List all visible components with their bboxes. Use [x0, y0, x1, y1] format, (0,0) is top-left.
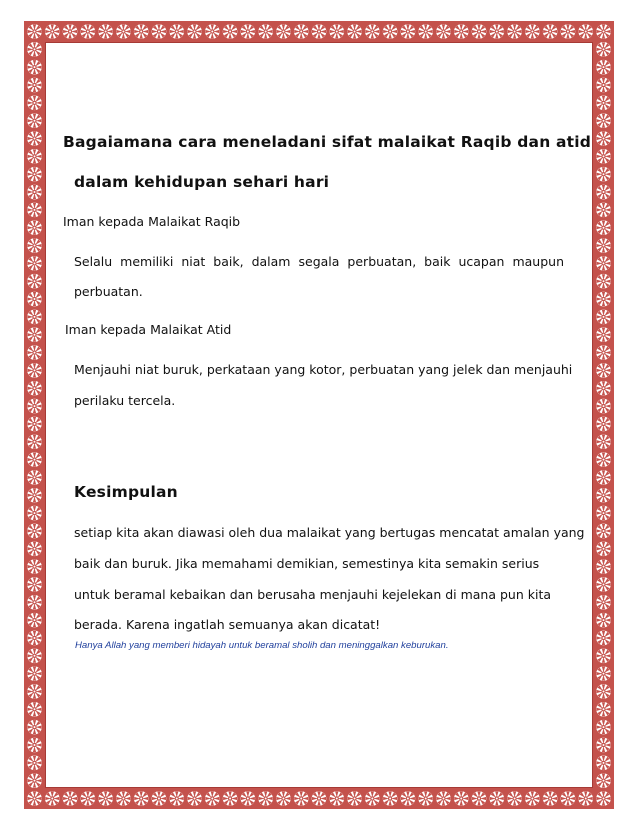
conclusion-line-1: setiap kita akan diawasi oleh dua malaikat yang bertugas mencatat amalan yang [74, 525, 585, 540]
conclusion-line-3: untuk beramal kebaikan dan berusaha menjauhi kejelekan di mana pun kita [74, 587, 552, 602]
section-label-raqib: Iman kepada Malaikat Raqib [63, 214, 241, 229]
content-area [45, 42, 593, 788]
conclusion-line-4: berada. Karena ingatlah semuanya akan dicatat! [74, 617, 381, 632]
atid-paragraph-line-2: perilaku tercela. [74, 393, 176, 408]
section-label-atid: Iman kepada Malaikat Atid [65, 322, 232, 337]
closing-note: Hanya Allah yang memberi hidayah untuk beramal sholih dan meninggalkan keburukan. [75, 640, 449, 651]
title-line-2: dalam kehidupan sehari hari [74, 173, 330, 191]
raqib-paragraph-line-1: Selalu memiliki niat baik, dalam segala perbuatan, baik ucapan maupun [74, 254, 564, 269]
atid-paragraph-line-1: Menjauhi niat buruk, perkataan yang kotor, perbuatan yang jelek dan menjauhi [74, 362, 573, 377]
raqib-paragraph-line-2: perbuatan. [74, 284, 143, 299]
title-line-1: Bagaiamana cara meneladani sifat malaikat Raqib dan atid [63, 133, 592, 151]
conclusion-line-2: baik dan buruk. Jika memahami demikian, semestinya kita semakin serius [74, 556, 540, 571]
conclusion-heading: Kesimpulan [74, 483, 178, 501]
